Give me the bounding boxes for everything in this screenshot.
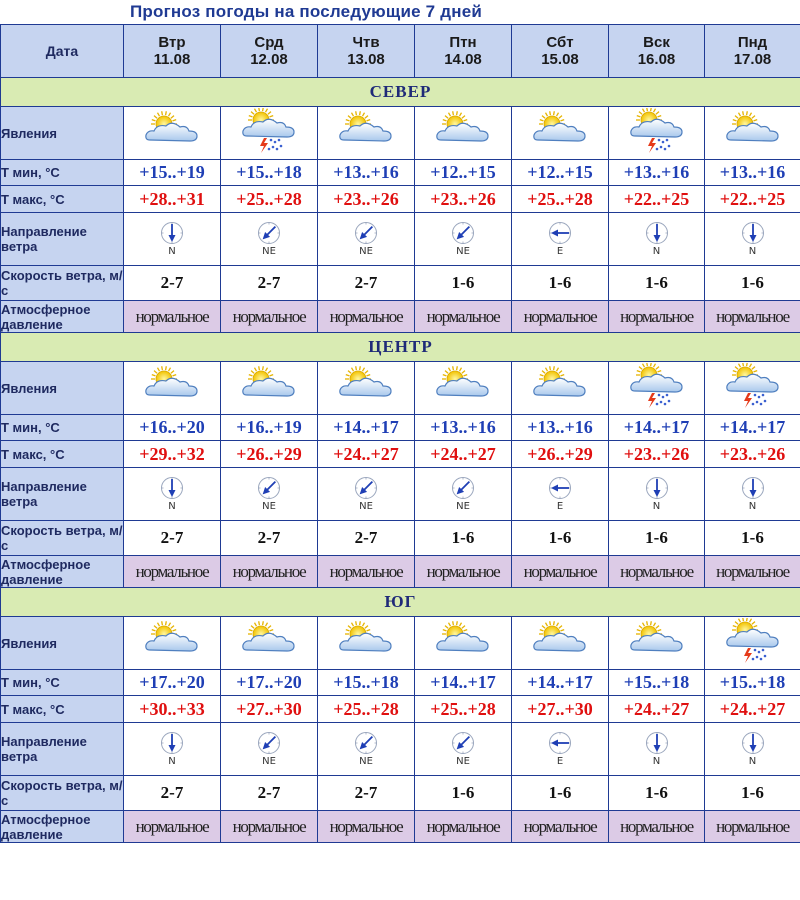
tmin-label: Т мин, °С — [1, 670, 124, 696]
wind-direction-value: NE — [262, 756, 276, 767]
pressure-value: нормальное — [221, 556, 318, 588]
wind-direction-value: NE — [456, 501, 470, 512]
page-title: Прогноз погоды на последующие 7 дней — [130, 2, 483, 21]
wind-direction-cell — [609, 723, 705, 776]
wind-direction-value: N — [168, 501, 176, 512]
weather-cell — [318, 362, 415, 415]
weather-cell — [705, 362, 800, 415]
partly-cloudy-icon-graphic — [142, 618, 202, 664]
pressure-row — [1, 556, 800, 588]
wind-speed-value: 1-6 — [609, 521, 705, 556]
compass-arrow-icon — [741, 221, 765, 245]
wind-direction-value: E — [556, 246, 564, 257]
pressure-value: нормальное — [124, 811, 221, 843]
partly-cloudy-icon-graphic — [530, 108, 590, 154]
tmax-label: Т макс, °С — [1, 186, 124, 213]
wind-direction-cell — [124, 213, 221, 266]
tmax-value: +23..+26 — [609, 441, 705, 468]
tmax-value: +24..+27 — [609, 696, 705, 723]
phenomena-row — [1, 107, 800, 160]
wind-direction-cell — [221, 468, 318, 521]
partly-cloudy-icon — [142, 363, 202, 409]
partly-cloudy-icon-graphic — [433, 108, 493, 154]
pressure-label: Атмосферное давление — [1, 556, 124, 588]
day-name: Чтв — [352, 34, 380, 51]
wind-direction-cell — [124, 723, 221, 776]
day-date: 14.08 — [444, 51, 482, 68]
wind-compass — [124, 221, 220, 257]
tmax-value: +27..+30 — [221, 696, 318, 723]
tmax-value: +26..+29 — [512, 441, 609, 468]
pressure-value: нормальное — [318, 556, 415, 588]
thunderstorm-rain-icon-graphic — [627, 108, 687, 154]
weather-cell — [705, 617, 800, 670]
weather-cell — [124, 617, 221, 670]
thunderstorm-rain-icon-graphic — [723, 618, 783, 664]
wind-direction-cell — [124, 468, 221, 521]
date-header-label: Дата — [1, 25, 124, 78]
compass-arrow-icon — [160, 731, 184, 755]
day-name: Сбт — [546, 34, 574, 51]
weather-cell — [512, 107, 609, 160]
tmin-value: +13..+16 — [318, 160, 415, 186]
wind-direction-label: Направление ветра — [1, 723, 124, 776]
partly-cloudy-icon-graphic — [433, 618, 493, 664]
wind-speed-value: 1-6 — [415, 521, 512, 556]
tmin-value: +13..+16 — [609, 160, 705, 186]
wind-speed-value: 2-7 — [318, 776, 415, 811]
tmin-value: +12..+15 — [415, 160, 512, 186]
pressure-value: нормальное — [415, 811, 512, 843]
weather-cell — [221, 107, 318, 160]
compass-arrow-icon — [257, 731, 281, 755]
pressure-value: нормальное — [512, 301, 609, 333]
wind-speed-value: 1-6 — [415, 776, 512, 811]
tmin-value: +13..+16 — [705, 160, 800, 186]
partly-cloudy-icon — [336, 618, 396, 664]
forecast-table — [0, 24, 800, 843]
wind-direction-row — [1, 468, 800, 521]
day-date: 15.08 — [541, 51, 579, 68]
partly-cloudy-icon — [336, 363, 396, 409]
pressure-value: нормальное — [318, 301, 415, 333]
weather-cell — [124, 362, 221, 415]
wind-direction-value: E — [556, 756, 564, 767]
wind-compass — [415, 476, 511, 512]
partly-cloudy-icon — [433, 618, 493, 664]
partly-cloudy-icon-graphic — [142, 108, 202, 154]
wind-direction-row — [1, 723, 800, 776]
tmin-value: +14..+17 — [705, 415, 800, 441]
compass-arrow-icon — [548, 221, 572, 245]
wind-speed-value: 2-7 — [318, 266, 415, 301]
wind-direction-cell — [318, 723, 415, 776]
tmin-value: +16..+20 — [124, 415, 221, 441]
wind-compass — [221, 476, 317, 512]
phenomena-row — [1, 617, 800, 670]
partly-cloudy-icon-graphic — [433, 363, 493, 409]
day-date: 13.08 — [347, 51, 385, 68]
partly-cloudy-icon — [239, 618, 299, 664]
wind-direction-cell — [318, 468, 415, 521]
day-name: Вск — [643, 34, 670, 51]
wind-speed-value: 1-6 — [415, 266, 512, 301]
tmax-value: +30..+33 — [124, 696, 221, 723]
pressure-value: нормальное — [512, 811, 609, 843]
tmin-value: +17..+20 — [221, 670, 318, 696]
wind-speed-value: 1-6 — [705, 776, 800, 811]
day-header — [512, 25, 609, 78]
tmin-row — [1, 415, 800, 441]
tmin-value: +17..+20 — [124, 670, 221, 696]
weather-cell — [415, 362, 512, 415]
day-header — [221, 25, 318, 78]
wind-direction-value: N — [168, 756, 176, 767]
wind-speed-row — [1, 266, 800, 301]
tmin-value: +13..+16 — [512, 415, 609, 441]
wind-direction-value: N — [748, 756, 757, 767]
region-name: ЮГ — [1, 588, 800, 617]
day-name: Птн — [449, 34, 477, 51]
weather-cell — [415, 617, 512, 670]
wind-speed-value: 2-7 — [221, 776, 318, 811]
region-name: СЕВЕР — [1, 78, 800, 107]
pressure-value: нормальное — [415, 301, 512, 333]
tmin-value: +15..+18 — [221, 160, 318, 186]
pressure-value: нормальное — [318, 811, 415, 843]
wind-compass — [221, 221, 317, 257]
wind-direction-cell — [415, 468, 512, 521]
day-header — [705, 25, 800, 78]
tmin-row — [1, 160, 800, 186]
tmin-value: +13..+16 — [415, 415, 512, 441]
tmax-value: +28..+31 — [124, 186, 221, 213]
partly-cloudy-icon-graphic — [336, 363, 396, 409]
wind-direction-value: N — [652, 501, 661, 512]
wind-speed-value: 2-7 — [124, 521, 221, 556]
compass-arrow-icon — [354, 476, 378, 500]
tmax-value: +24..+27 — [415, 441, 512, 468]
wind-speed-row — [1, 521, 800, 556]
wind-direction-cell — [512, 468, 609, 521]
wind-speed-value: 1-6 — [705, 521, 800, 556]
tmin-value: +16..+19 — [221, 415, 318, 441]
wind-compass — [124, 731, 220, 767]
wind-direction-cell — [705, 213, 800, 266]
tmin-value: +14..+17 — [609, 415, 705, 441]
tmax-row — [1, 441, 800, 468]
tmax-value: +23..+26 — [415, 186, 512, 213]
tmax-value: +26..+29 — [221, 441, 318, 468]
pressure-value: нормальное — [512, 556, 609, 588]
partly-cloudy-icon-graphic — [336, 618, 396, 664]
partly-cloudy-icon — [142, 108, 202, 154]
wind-direction-cell — [415, 213, 512, 266]
wind-compass — [512, 731, 608, 767]
region-header-row — [1, 588, 800, 617]
partly-cloudy-icon — [433, 108, 493, 154]
day-date: 12.08 — [250, 51, 288, 68]
wind-compass — [705, 476, 800, 512]
wind-direction-cell — [221, 723, 318, 776]
tmax-value: +23..+26 — [318, 186, 415, 213]
tmin-value: +15..+18 — [318, 670, 415, 696]
compass-arrow-icon — [257, 476, 281, 500]
pressure-row — [1, 811, 800, 843]
wind-direction-label: Направление ветра — [1, 213, 124, 266]
day-header — [609, 25, 705, 78]
wind-speed-row — [1, 776, 800, 811]
tmax-row — [1, 696, 800, 723]
tmin-value: +15..+18 — [609, 670, 705, 696]
pressure-value: нормальное — [124, 556, 221, 588]
phenomena-label: Явления — [1, 617, 124, 670]
compass-arrow-icon — [257, 221, 281, 245]
region-header-row — [1, 78, 800, 107]
wind-speed-value: 1-6 — [512, 266, 609, 301]
wind-speed-label: Скорость ветра, м/с — [1, 776, 124, 811]
wind-direction-value: E — [556, 501, 564, 512]
compass-arrow-icon — [645, 221, 669, 245]
wind-direction-cell — [705, 468, 800, 521]
day-header — [124, 25, 221, 78]
partly-cloudy-icon-graphic — [142, 363, 202, 409]
wind-compass — [512, 476, 608, 512]
partly-cloudy-icon — [530, 108, 590, 154]
pressure-value: нормальное — [705, 556, 800, 588]
day-date: 17.08 — [733, 51, 772, 68]
pressure-value: нормальное — [609, 556, 705, 588]
wind-direction-cell — [415, 723, 512, 776]
partly-cloudy-icon — [627, 618, 687, 664]
compass-arrow-icon — [645, 476, 669, 500]
tmin-label: Т мин, °С — [1, 160, 124, 186]
wind-speed-value: 1-6 — [705, 266, 800, 301]
tmin-value: +14..+17 — [318, 415, 415, 441]
tmax-value: +25..+28 — [221, 186, 318, 213]
day-header — [415, 25, 512, 78]
weather-cell — [512, 617, 609, 670]
wind-compass — [609, 476, 704, 512]
compass-arrow-icon — [741, 476, 765, 500]
wind-direction-cell — [318, 213, 415, 266]
wind-speed-value: 2-7 — [221, 521, 318, 556]
pressure-value: нормальное — [705, 301, 800, 333]
day-date: 11.08 — [153, 51, 191, 68]
pressure-value: нормальное — [415, 556, 512, 588]
partly-cloudy-icon-graphic — [530, 363, 590, 409]
wind-compass — [415, 221, 511, 257]
day-name: Срд — [254, 34, 284, 51]
date-header-row — [1, 25, 800, 78]
compass-arrow-icon — [548, 731, 572, 755]
wind-compass — [609, 731, 704, 767]
compass-arrow-icon — [451, 221, 475, 245]
pressure-value: нормальное — [705, 811, 800, 843]
wind-direction-cell — [512, 723, 609, 776]
tmax-value: +25..+28 — [415, 696, 512, 723]
wind-speed-value: 2-7 — [221, 266, 318, 301]
day-name: Пнд — [737, 34, 768, 51]
phenomena-label: Явления — [1, 362, 124, 415]
weather-cell — [609, 362, 705, 415]
weather-cell — [221, 617, 318, 670]
wind-compass — [705, 731, 800, 767]
day-header — [318, 25, 415, 78]
wind-direction-value: N — [652, 246, 661, 257]
weather-cell — [221, 362, 318, 415]
wind-compass — [705, 221, 800, 257]
wind-compass — [318, 221, 414, 257]
wind-speed-value: 1-6 — [512, 521, 609, 556]
wind-speed-value: 1-6 — [609, 776, 705, 811]
wind-compass — [318, 476, 414, 512]
wind-speed-value: 1-6 — [609, 266, 705, 301]
thunderstorm-rain-icon-graphic — [239, 108, 299, 154]
compass-arrow-icon — [451, 476, 475, 500]
tmax-value: +29..+32 — [124, 441, 221, 468]
day-date: 16.08 — [637, 51, 676, 68]
tmin-value: +14..+17 — [512, 670, 609, 696]
wind-direction-value: NE — [359, 756, 373, 767]
wind-direction-value: NE — [359, 501, 373, 512]
wind-direction-value: NE — [262, 246, 276, 257]
thunderstorm-rain-icon — [239, 108, 299, 154]
wind-speed-value: 2-7 — [318, 521, 415, 556]
weather-cell — [512, 362, 609, 415]
wind-speed-value: 2-7 — [124, 266, 221, 301]
wind-compass — [415, 731, 511, 767]
tmin-value: +15..+19 — [124, 160, 221, 186]
weather-cell — [415, 107, 512, 160]
thunderstorm-rain-icon — [723, 618, 783, 664]
compass-arrow-icon — [451, 731, 475, 755]
wind-direction-value: NE — [359, 246, 373, 257]
phenomena-label: Явления — [1, 107, 124, 160]
wind-direction-value: N — [168, 246, 176, 257]
wind-direction-cell — [705, 723, 800, 776]
wind-speed-label: Скорость ветра, м/с — [1, 266, 124, 301]
tmax-value: +23..+26 — [705, 441, 800, 468]
wind-direction-cell — [609, 468, 705, 521]
partly-cloudy-icon-graphic — [627, 618, 687, 664]
wind-speed-label: Скорость ветра, м/с — [1, 521, 124, 556]
tmax-value: +22..+25 — [705, 186, 800, 213]
tmax-value: +25..+28 — [318, 696, 415, 723]
tmax-row — [1, 186, 800, 213]
compass-arrow-icon — [160, 476, 184, 500]
partly-cloudy-icon-graphic — [239, 618, 299, 664]
pressure-value: нормальное — [609, 301, 705, 333]
pressure-value: нормальное — [609, 811, 705, 843]
thunderstorm-rain-icon — [723, 363, 783, 409]
partly-cloudy-icon — [336, 108, 396, 154]
wind-direction-value: NE — [456, 246, 470, 257]
wind-compass — [124, 476, 220, 512]
thunderstorm-rain-icon — [627, 108, 687, 154]
partly-cloudy-icon-graphic — [723, 108, 783, 154]
wind-direction-label: Направление ветра — [1, 468, 124, 521]
wind-direction-value: N — [748, 246, 757, 257]
weather-cell — [318, 617, 415, 670]
wind-direction-cell — [221, 213, 318, 266]
region-header-row — [1, 333, 800, 362]
partly-cloudy-icon — [239, 363, 299, 409]
tmax-value: +27..+30 — [512, 696, 609, 723]
tmin-label: Т мин, °С — [1, 415, 124, 441]
region-name: ЦЕНТР — [1, 333, 800, 362]
weather-cell — [124, 107, 221, 160]
wind-direction-value: N — [652, 756, 661, 767]
forecast-table-body — [1, 25, 800, 843]
partly-cloudy-icon-graphic — [530, 618, 590, 664]
tmax-label: Т макс, °С — [1, 441, 124, 468]
wind-direction-cell — [609, 213, 705, 266]
pressure-label: Атмосферное давление — [1, 301, 124, 333]
wind-direction-value: NE — [456, 756, 470, 767]
tmax-value: +24..+27 — [705, 696, 800, 723]
tmin-row — [1, 670, 800, 696]
day-name: Втр — [158, 34, 186, 51]
tmax-value: +22..+25 — [609, 186, 705, 213]
compass-arrow-icon — [548, 476, 572, 500]
pressure-value: нормальное — [124, 301, 221, 333]
wind-speed-value: 2-7 — [124, 776, 221, 811]
partly-cloudy-icon-graphic — [239, 363, 299, 409]
wind-compass — [318, 731, 414, 767]
wind-direction-value: NE — [262, 501, 276, 512]
weather-cell — [705, 107, 800, 160]
tmin-value: +12..+15 — [512, 160, 609, 186]
wind-direction-value: N — [748, 501, 757, 512]
partly-cloudy-icon — [530, 363, 590, 409]
pressure-row — [1, 301, 800, 333]
wind-direction-row — [1, 213, 800, 266]
wind-direction-cell — [512, 213, 609, 266]
thunderstorm-rain-icon — [627, 363, 687, 409]
compass-arrow-icon — [741, 731, 765, 755]
wind-speed-value: 1-6 — [512, 776, 609, 811]
wind-compass — [512, 221, 608, 257]
wind-compass — [221, 731, 317, 767]
compass-arrow-icon — [645, 731, 669, 755]
partly-cloudy-icon — [433, 363, 493, 409]
pressure-label: Атмосферное давление — [1, 811, 124, 843]
tmax-value: +24..+27 — [318, 441, 415, 468]
pressure-value: нормальное — [221, 811, 318, 843]
compass-arrow-icon — [160, 221, 184, 245]
tmax-label: Т макс, °С — [1, 696, 124, 723]
tmax-value: +25..+28 — [512, 186, 609, 213]
compass-arrow-icon — [354, 221, 378, 245]
pressure-value: нормальное — [221, 301, 318, 333]
partly-cloudy-icon — [723, 108, 783, 154]
weather-cell — [609, 617, 705, 670]
tmin-value: +14..+17 — [415, 670, 512, 696]
wind-compass — [609, 221, 704, 257]
partly-cloudy-icon-graphic — [336, 108, 396, 154]
thunderstorm-rain-icon-graphic — [723, 363, 783, 409]
thunderstorm-rain-icon-graphic — [627, 363, 687, 409]
phenomena-row — [1, 362, 800, 415]
partly-cloudy-icon — [142, 618, 202, 664]
tmin-value: +15..+18 — [705, 670, 800, 696]
partly-cloudy-icon — [530, 618, 590, 664]
compass-arrow-icon — [354, 731, 378, 755]
weather-cell — [609, 107, 705, 160]
weather-cell — [318, 107, 415, 160]
